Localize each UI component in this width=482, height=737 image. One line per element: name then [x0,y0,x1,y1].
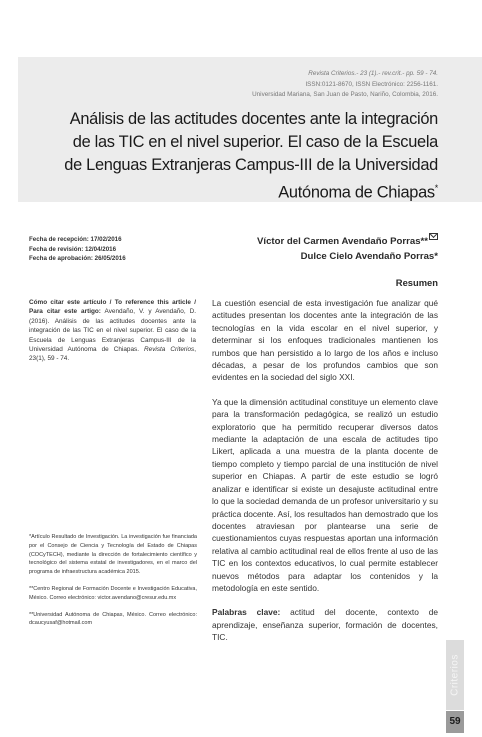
date-received: Fecha de recepción: 17/02/2016 [29,236,122,243]
abstract-body [212,297,438,656]
journal-info [138,69,438,101]
title-line-1: Análisis de las actitudes docentes ante la integración [69,110,438,128]
journal-publisher: Universidad Mariana, San Juan de Pasto, Nariño, Colombia, 2016. [252,91,438,98]
author-2: Dulce Cielo Avendaño Porras* [300,251,438,262]
citation-text: Avendaño, V. y Avendaño, D. (2016). Análisis de las actitudes docentes ante la integración de las TIC en el nivel superior. El caso de la Escuela de Lenguas Extranjeras Campus-III de la Universidad Autónoma de Chiapas. [29,308,196,354]
article-title [30,108,438,204]
journal-issn: ISSN:0121-8670, ISSN Electrónico: 2256-1161. [305,80,438,88]
title-line-3: de Lenguas Extranjeras Campus-III de la Universidad [64,156,438,174]
date-revised: Fecha de revisión: 12/04/2016 [29,245,117,253]
abstract-paragraph-1: La cuestión esencial de esta investigación fue analizar qué actitudes presentan los docentes ante la integración de las tecnologías en la vida escolar en el nivel superior, y determinar si los enfoques tradicionales mantienen los rumbos que han persistido a lo largo de los años e incluso décadas, a pesar de los profundos cambios que son evidentes en la sociedad del siglo XXI. [212,298,438,383]
footnotes [29,533,197,636]
title-footnote-mark: * [434,183,438,193]
abstract-heading: Resumen [395,277,438,288]
page-number: 59 [446,711,464,733]
journal-citation: Revista Criterios.- 23 (1).- rev.crit.- pp. 59 - 74. [308,70,438,77]
citation-pages: , 23(1), 59 - 74. [29,346,196,363]
article-dates [29,235,199,264]
citation-block [29,298,196,364]
title-line-2: de las TIC en el nivel superior. El caso de la Escuela [72,133,438,151]
authors [178,233,438,264]
keywords-text: actitud del docente, contexto de aprendizaje, enseñanza superior, formación de docentes, TIC. [212,607,438,643]
abstract-paragraph-2: Ya que la dimensión actitudinal constituye un elemento clave para la transformación pedagógica, se realizó un estudio exploratorio que ha permitido recuperar diversos datos mediante la adaptación de una escala de actitudes tipo Likert, aplicada a una muestra de la planta docente de tiempo completo y tiempo parcial de una institución de nivel superior en Chiapas. A partir de este estudio se logró analizar e identificar si existe un desajuste actitudinal entre lo que la sociedad demanda de un profesor universitario y su práctica docente. Así, los resultados han demostrado que los docentes atraviesan por plantearse una serie de cuestionamientos cuyas respuestas aportan una información relativa al cambio actitudinal real de ellos frente al uso de las TIC en los contextos educativos, lo cual permite establecer nuevos métodos para adaptar los contenidos y la metodología en este sentido. [212,396,438,593]
citation-journal: Revista Criterios [144,346,195,354]
title-line-4: Autónoma de Chiapas [278,183,435,202]
author-1-name: Víctor del Carmen Avendaño Porras** [257,236,428,247]
footnote-1: *Artículo Resultado de Investigación. La investigación fue financiada por el Consejo de Ciencia y Tecnología del Estado de Chiapas (COCyTECH), mediante la dirección de fortalecimiento científico y tecnológico del sistema estatal de investigadores, en el marco del programa de infraestructura académica 2015. [29,534,197,576]
citation-label: Cómo citar este artículo / To reference this article / Para citar este artigo: [29,299,196,316]
keywords [212,606,438,643]
date-approved: Fecha de aprobación: 26/05/2016 [29,255,126,262]
author-1 [178,233,438,249]
keywords-label: Palabras clave: [212,607,281,618]
footnote-3: **Universidad Autónoma de Chiapas, México. Correo electrónico: dcaucyusaf@hotmail.com [29,611,197,627]
footnote-2: **Centro Regional de Formación Docente e Investigación Educativa, México. Correo electrónico: victor.avendano@cresur.edu.mx [29,585,197,601]
side-journal-label: Criterios [449,654,461,696]
side-journal-tab [446,640,464,710]
mail-icon[interactable] [429,233,438,240]
